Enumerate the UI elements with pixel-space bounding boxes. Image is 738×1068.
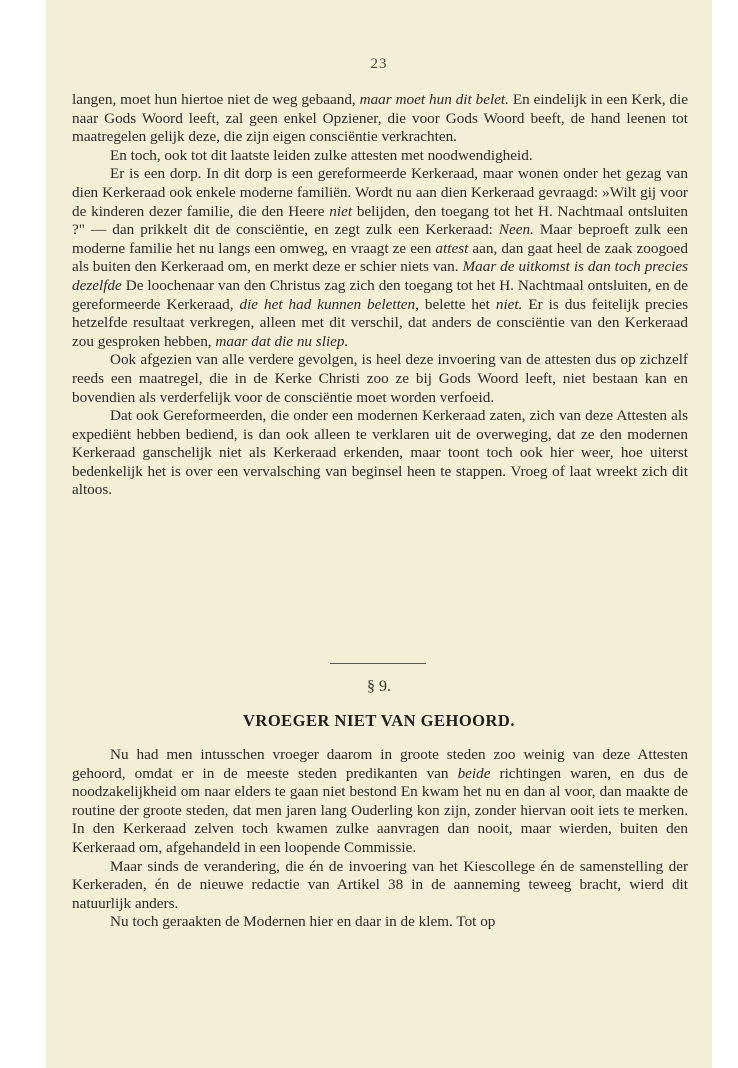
emphasis: maar dat die nu sliep. xyxy=(215,332,349,350)
paragraph: Nu toch geraakten de Modernen hier en daar in de klem. Tot op xyxy=(110,913,496,931)
section-divider xyxy=(330,663,426,664)
emphasis: beide xyxy=(457,764,491,782)
emphasis: Maar de uitkomst is dan toch precies dezelfde xyxy=(72,258,689,294)
section-title: VROEGER NIET VAN GEHOORD. xyxy=(243,711,515,730)
emphasis: Neen. xyxy=(498,221,534,239)
emphasis: niet. xyxy=(495,295,523,313)
paragraph: langen, moet hun hiertoe niet de weg gebaand, maar moet hun dit belet. En eindelijk in een Kerk, die naar Gods Woord leeft, zal geen enkel Opziener, die voor Gods Woord beeft, de hand leenen tot maatregelen gelijk deze, die zijn eigen consciëntie verkrachten. xyxy=(72,91,688,146)
emphasis: maar moet hun dit belet. xyxy=(359,91,509,108)
emphasis: die het had kunnen beletten, xyxy=(239,295,419,313)
body-text-bottom xyxy=(72,746,688,932)
paragraph: En toch, ook tot dit laatste leiden zulke attesten met noodwendigheid. xyxy=(110,146,533,164)
section-number: § 9. xyxy=(367,678,391,695)
paragraph: Ook afgezien van alle verdere gevolgen, is heel deze invoering van de attesten dus op zichzelf reeds een maatregel, die in de Kerke Christi zoo ze bij Gods Woord leeft, niet bestaan kan en bovendien als verderfelijk voor de consciëntie moet worden verfoeid. xyxy=(72,351,688,406)
paragraph: Er is een dorp. In dit dorp is een gereformeerde Kerkeraad, maar wonen onder het gezag van dien Kerkeraad ook enkele moderne familiën. Wordt nu aan dien Kerkeraad gevraagd: »Wilt gij voor de kinderen dezer familie, die den Heere niet belijden, den toegang tot het H. Nachtmaal ontsluiten ?" — dan prikkelt dit de consciëntie, en zegt zulk een Kerkeraad: Neen. Maar beproeft zulk een moderne familie het nu langs een omweg, en vraagt ze een attest aan, dan gaat heel de zaak zoogoed als buiten den Kerkeraad om, en merkt deze er schier niets van. Maar de uitkomst is dan toch precies dezelfde De loochenaar van den Christus zag zich den toegang tot het H. Nachtmaal ontsluiten, en de gereformeerde Kerkeraad, die het had kunnen beletten, belette het niet. Er is dus feitelijk precies hetzelfde resultaat verkregen, alleen met dit verschil, dat anders de consciëntie van den Kerkeraad zou gesproken hebben, maar dat die nu sliep. xyxy=(72,165,689,350)
book-page xyxy=(46,0,712,1068)
emphasis: attest xyxy=(435,239,469,257)
paragraph: Maar sinds de verandering, die én de invoering van het Kiescollege én de samenstelling der Kerkeraden, én de nieuwe redactie van Artikel 38 in de aanneming teweeg bracht, wierd dit natuurlijk anders. xyxy=(72,857,688,912)
body-text-top xyxy=(72,91,688,500)
emphasis: niet xyxy=(329,202,353,220)
page-number: 23 xyxy=(370,56,388,72)
paragraph: Dat ook Gereformeerden, die onder een modernen Kerkeraad zaten, zich van deze Attesten als expediënt hebben bediend, is dan ook alleen te verklaren uit de overweging, dat ze den modernen Kerkeraad ganschelijk niet als Kerkeraad erkenden, maar toont toch ook hier weer, hoe uiterst bedenkelijk het is over een vervalsching van beginsel heen te stappen. Vroeg of laat wreekt zich dit altoos. xyxy=(72,407,688,499)
paragraph: Nu had men intusschen vroeger daarom in groote steden zoo weinig van deze Attesten gehoord, omdat er in de meeste steden predikanten van beide richtingen waren, en dus de noodzakelijkheid om naar elders te gaan niet bestond En kwam het nu en dan al voor, dan maakte de routine der groote steden, dat men jaren lang Ouderling kon zijn, zonder hiervan ooit iets te merken. In den Kerkeraad zelven toch kwamen zulke aanvragen dan nooit, maar wierden, buiten den Kerkeraad om, afgehandeld in een loopende Commissie. xyxy=(72,746,688,856)
